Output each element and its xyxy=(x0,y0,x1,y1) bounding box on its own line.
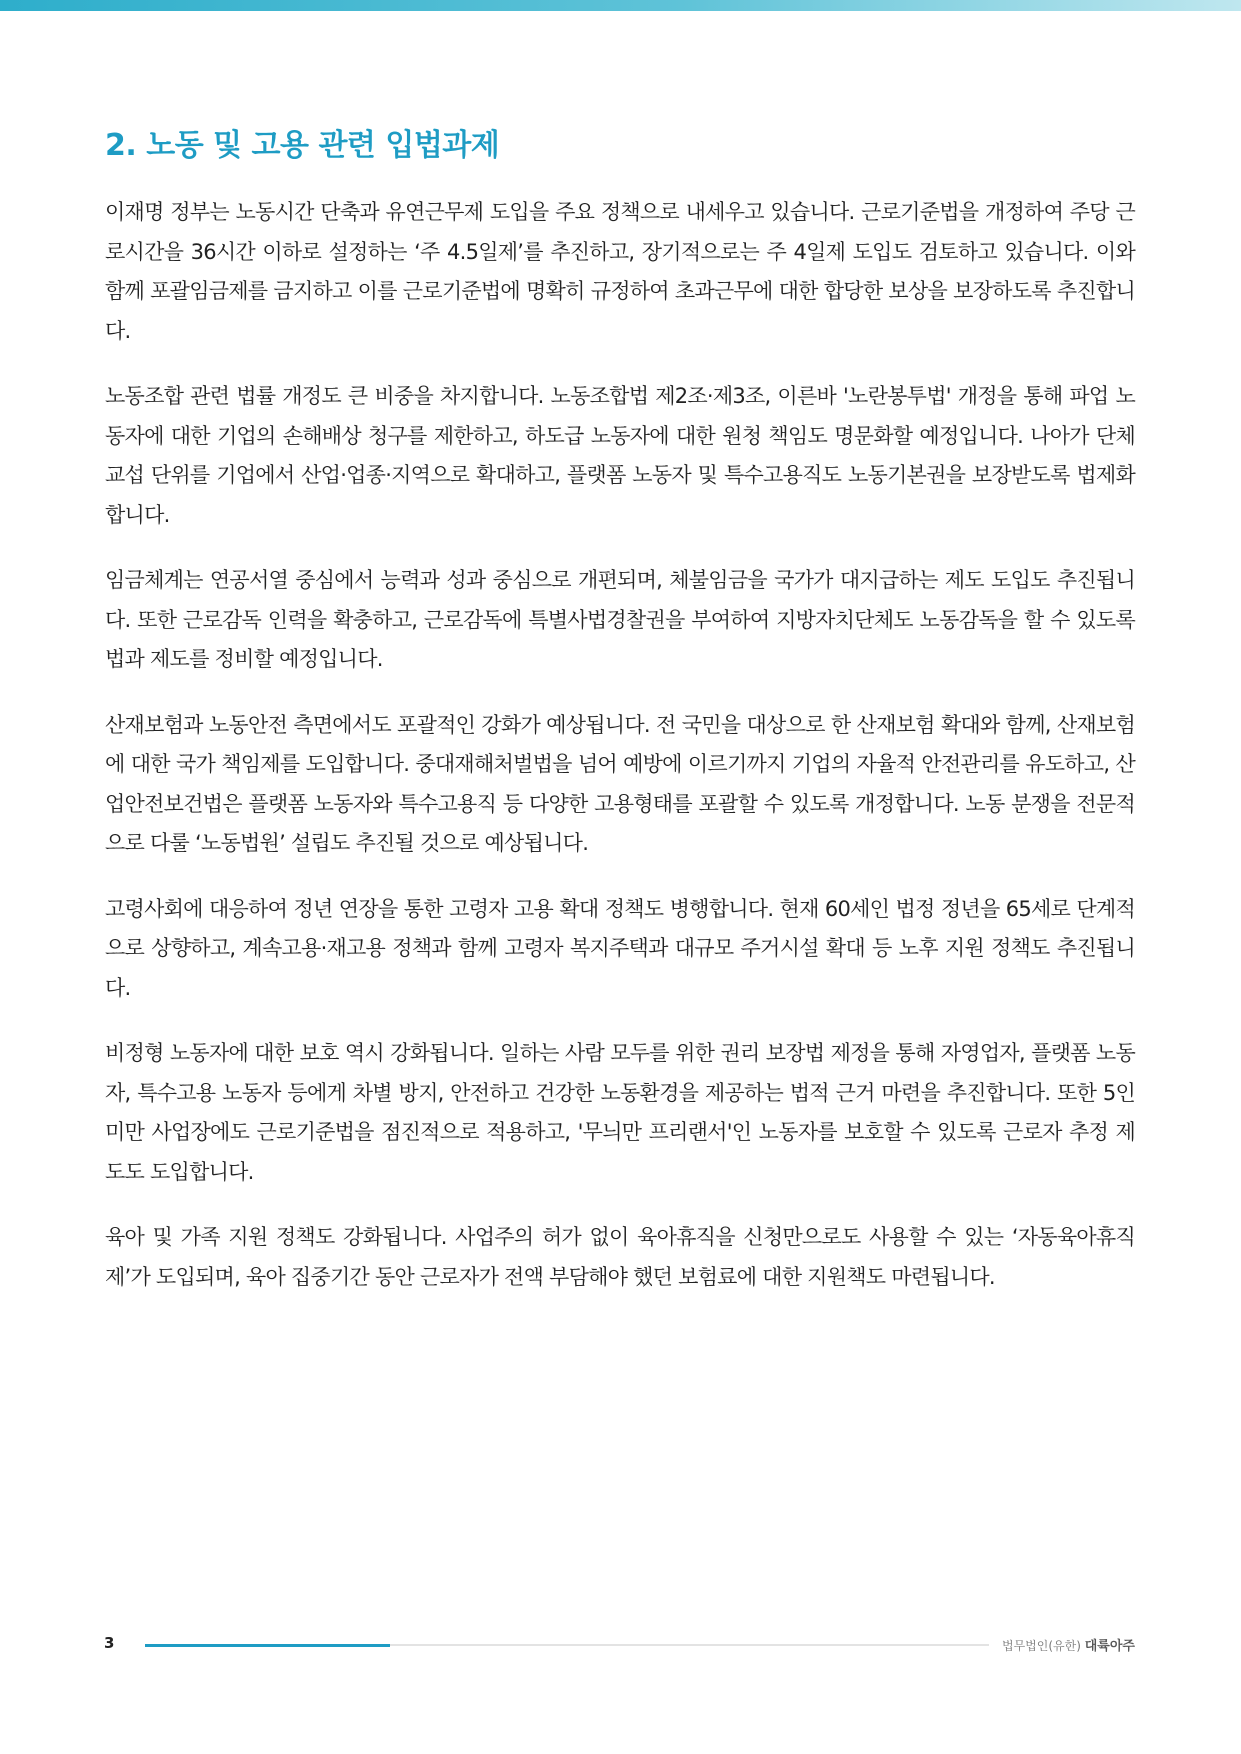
body-text xyxy=(105,193,1135,1323)
firm-brand: 대륙아주 xyxy=(1084,1639,1135,1654)
footer-divider xyxy=(145,1644,989,1646)
firm-name xyxy=(1002,1635,1135,1654)
paragraph-childcare-support: 육아 및 가족 지원 정책도 강화됩니다. 사업주의 허가 없이 육아휴직을 신청만으로도 사용할 수 있는 ‘자동육아휴직제’가 도입되며, 육아 집중기간 동안 근로자가 전액 부담해야 했던 보험료에 대한 지원책도 마련됩니다. xyxy=(105,1225,1135,1289)
page-number: 3 xyxy=(104,1634,115,1652)
paragraph-atypical-workers: 비정형 노동자에 대한 보호 역시 강화됩니다. 일하는 사람 모두를 위한 권리 보장법 제정을 통해 자영업자, 플랫폼 노동자, 특수고용 노동자 등에게 차별 방지, 안전하고 건강한 노동환경을 제공하는 법적 근거 마련을 추진합니다. 또한 5인 미만 사업장에도 근로기준법을 점진적으로 적용하고, '무늬만 프리랜서'인 노동자를 보호할 수 있도록 근로자 추정 제도도 도입합니다. xyxy=(105,1041,1135,1184)
paragraph-work-hours: 이재명 정부는 노동시간 단축과 유연근무제 도입을 주요 정책으로 내세우고 있습니다. 근로기준법을 개정하여 주당 근로시간을 36시간 이하로 설정하는 ‘주 4.5일제’를 추진하고, 장기적으로는 주 4일제 도입도 검토하고 있습니다. 이와 함께 포괄임금제를 금지하고 이를 근로기준법에 명확히 규정하여 초과근무에 대한 합당한 보상을 보장하도록 추진합니다. xyxy=(105,200,1135,343)
paragraph-aging-society: 고령사회에 대응하여 정년 연장을 통한 고령자 고용 확대 정책도 병행합니다. 현재 60세인 법정 정년을 65세로 단계적으로 상향하고, 계속고용·재고용 정책과 함께 고령자 복지주택과 대규모 주거시설 확대 등 노후 지원 정책도 추진됩니다. xyxy=(105,896,1135,1000)
paragraph-labor-union: 노동조합 관련 법률 개정도 큰 비중을 차지합니다. 노동조합법 제2조·제3조, 이른바 '노란봉투법' 개정을 통해 파업 노동자에 대한 기업의 손해배상 청구를 제한하고, 하도급 노동자에 대한 원청 책임도 명문화할 예정입니다. 나아가 단체교섭 단위를 기업에서 산업·업종·지역으로 확대하고, 플랫폼 노동자 및 특수고용직도 노동기본권을 보장받도록 법제화 합니다. xyxy=(105,384,1135,527)
firm-prefix: 법무법인(유한) xyxy=(1002,1639,1081,1653)
section-title: 2. 노동 및 고용 관련 입법과제 xyxy=(105,128,500,164)
paragraph-industrial-safety: 산재보험과 노동안전 측면에서도 포괄적인 강화가 예상됩니다. 전 국민을 대상으로 한 산재보험 확대와 함께, 산재보험에 대한 국가 책임제를 도입합니다. 중대재해처벌법을 넘어 예방에 이르기까지 기업의 자율적 안전관리를 유도하고, 산업안전보건법은 플랫폼 노동자와 특수고용직 등 다양한 고용형태를 포괄할 수 있도록 개정합니다. 노동 분쟁을 전문적으로 다룰 ‘노동법원’ 설립도 추진될 것으로 예상됩니다. xyxy=(105,712,1135,855)
page-footer xyxy=(0,1630,1241,1660)
paragraph-wage-system: 임금체계는 연공서열 중심에서 능력과 성과 중심으로 개편되며, 체불임금을 국가가 대지급하는 제도 도입도 추진됩니다. 또한 근로감독 인력을 확충하고, 근로감독에 특별사법경찰권을 부여하여 지방자치단체도 노동감독을 할 수 있도록 법과 제도를 정비할 예정입니다. xyxy=(105,568,1135,671)
top-accent-bar xyxy=(0,0,1241,11)
footer-divider-accent xyxy=(145,1644,390,1647)
